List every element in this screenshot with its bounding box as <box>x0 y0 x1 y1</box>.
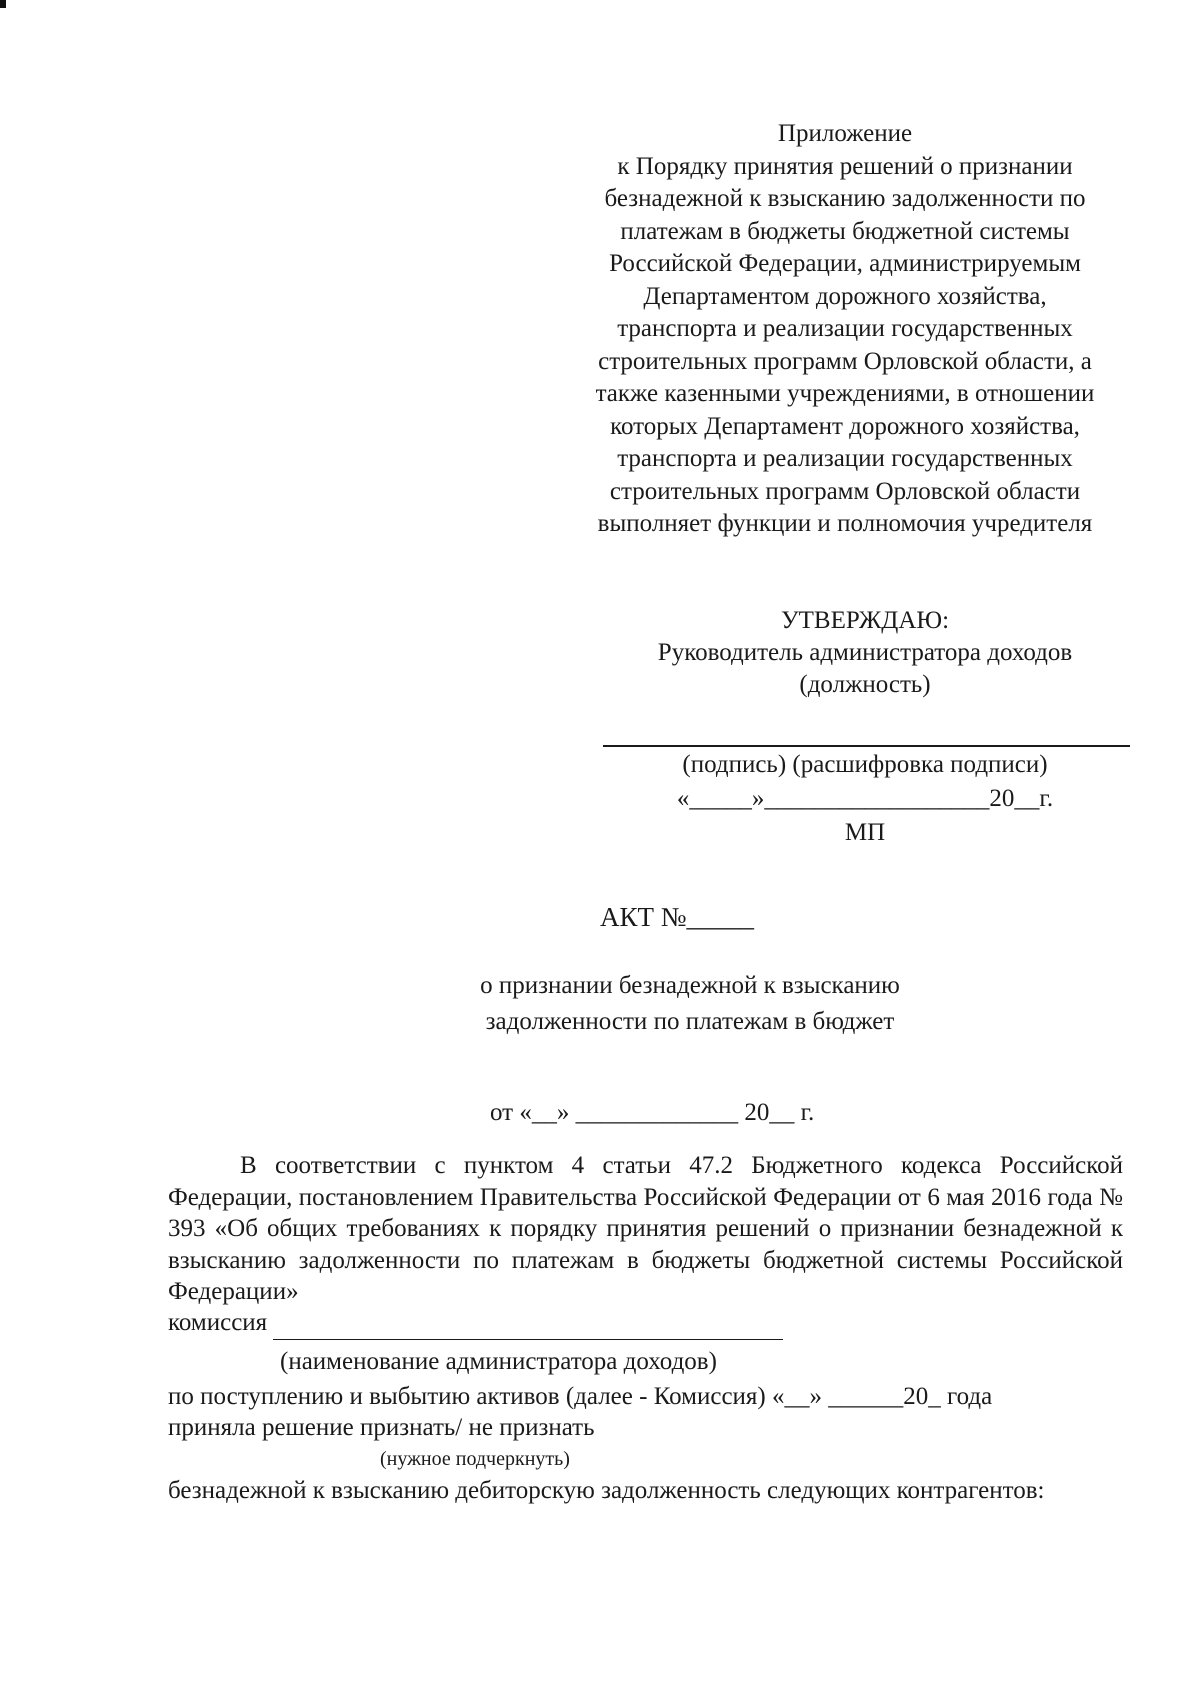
signature-line <box>603 745 1130 747</box>
underline-caption: (нужное подчеркнуть) <box>380 1448 570 1470</box>
act-subject <box>420 968 960 1040</box>
admin-caption: (наименование администратора доходов) <box>280 1348 717 1375</box>
act-date-line: от «__» _____________ 20__ г. <box>490 1099 815 1126</box>
body-paragraph: В соответствии с пунктом 4 статьи 47.2 Бюджетного кодекса Российской Федерации, постановлением Правительства Российской Федерации от 6 мая 2016 года № 393 «Об общих требованиях к порядку принятия решений о признании безнадежной к взысканию задолженности по платежам в бюджеты бюджетной системы Российской Федерации» <box>168 1152 1123 1305</box>
approval-date-line: «_____»__________________20__г. <box>676 785 1054 812</box>
seal-mark: МП <box>844 819 886 846</box>
approval-position: Руководитель администратора доходов <box>657 639 1073 666</box>
appendix-line: строительных программ Орловской области, а <box>598 347 1092 375</box>
commission-name-blank <box>273 1307 783 1340</box>
act-subject-line: задолженности по платежам в бюджет <box>485 1008 895 1035</box>
final-paragraph: безнадежной к взысканию дебиторскую задолженность следующих контрагентов: <box>168 1477 1045 1504</box>
appendix-title: Приложение <box>777 120 913 147</box>
approval-block <box>600 605 1130 701</box>
appendix-line: транспорта и реализации государственных <box>617 315 1073 342</box>
appendix-line: которых Департамент дорожного хозяйства, <box>610 412 1080 440</box>
appendix-line: выполняет функции и полномочия учредителя <box>597 510 1093 537</box>
signature-block <box>600 748 1130 850</box>
appendix-line: платежам в бюджеты бюджетной системы <box>620 217 1070 245</box>
signature-caption: (подпись) (расшифровка подписи) <box>682 751 1048 778</box>
scan-corner-mark <box>0 0 6 8</box>
act-subject-line: о признании безнадежной к взысканию <box>480 972 900 999</box>
appendix-line: строительных программ Орловской области <box>609 477 1081 505</box>
approval-heading: УТВЕРЖДАЮ: <box>780 607 950 634</box>
decision-line: приняла решение признать/ не признать <box>168 1414 595 1441</box>
commission-decision-date: по поступлению и выбытию активов (далее - Комиссия) «__» ______20_ года <box>168 1383 993 1410</box>
commission-line <box>168 1307 1123 1340</box>
appendix-line: транспорта и реализации государственных <box>617 445 1073 472</box>
commission-label: комиссия <box>168 1309 268 1336</box>
appendix-line: безнадежной к взысканию задолженности по <box>604 185 1086 212</box>
act-number: АКТ №_____ <box>600 902 755 932</box>
appendix-header <box>560 118 1130 541</box>
approval-position-caption: (должность) <box>799 671 931 698</box>
appendix-line: Департаментом дорожного хозяйства, <box>643 282 1047 310</box>
appendix-line: также казенными учреждениями, в отношении <box>595 380 1095 407</box>
appendix-line: к Порядку принятия решений о признании <box>617 152 1073 180</box>
appendix-line: Российской Федерации, администрируемым <box>609 250 1081 277</box>
